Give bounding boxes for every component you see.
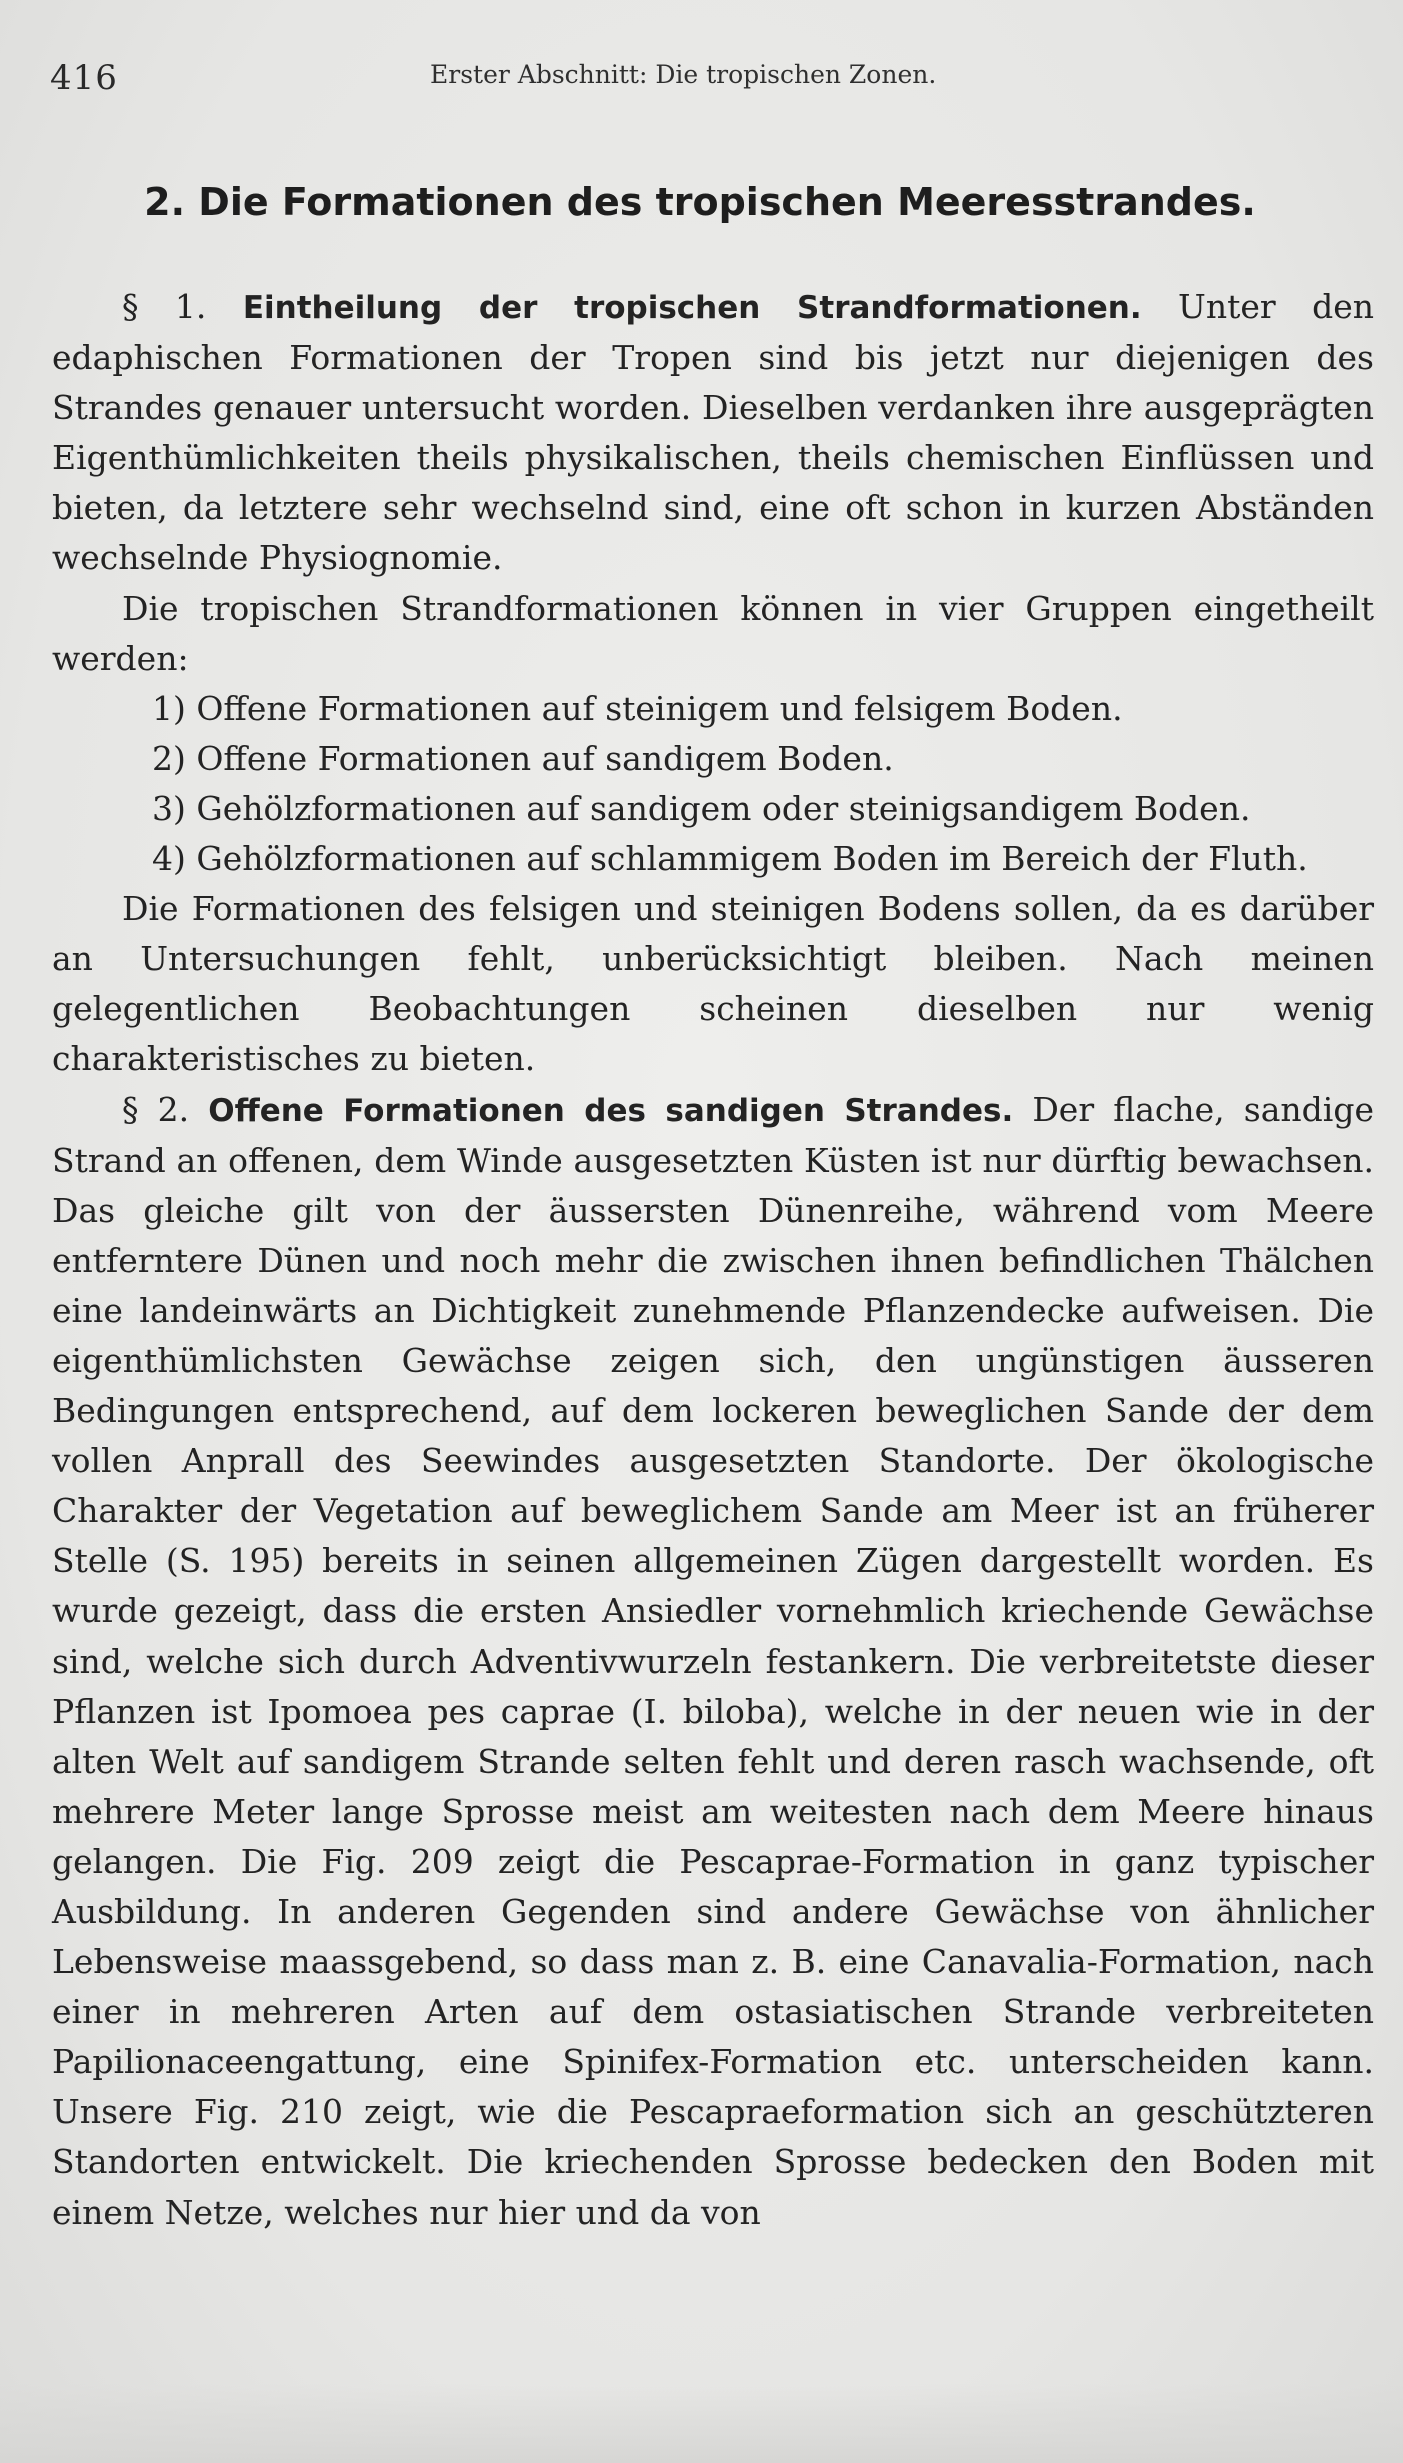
page-bottom-shadow	[0, 2383, 1403, 2463]
list-item-group-4: 4) Gehölzformationen auf schlammigem Boden im Bereich der Fluth.	[152, 839, 1308, 879]
running-title: Erster Abschnitt: Die tropischen Zonen.	[430, 60, 937, 89]
section-1-title: Eintheilung der tropischen Strandformationen.	[242, 290, 1142, 326]
running-head	[50, 52, 1360, 102]
section-2-mark: § 2.	[122, 1089, 190, 1129]
paragraph-section-1	[52, 282, 1374, 584]
section-1-mark: § 1.	[122, 287, 207, 326]
chapter-heading: 2. Die Formationen des tropischen Meeresstrandes.	[144, 180, 1256, 224]
section-1-text: Unter den edaphischen Formationen der Tropen sind bis jetzt nur diejenigen des Strandes genauer untersucht worden. Dieselben verdanken ihre ausgeprägten Eigenthümlichkeiten theils physikalischen, theils chemischen Einflüssen und bieten, da letztere sehr wechselnd sind, eine oft schon in kurzen Abständen wechselnde Physiognomie.	[52, 287, 1374, 578]
section-2-text: Der flache, sandige Strand an offenen, dem Winde ausgesetzten Küsten ist nur dürftig bewachsen. Das gleiche gilt von der äussersten Dünenreihe, während vom Meere entferntere Dünen und noch mehr die zwischen ihnen befindlichen Thälchen eine landeinwärts an Dichtigkeit zunehmende Pflanzendecke aufweisen. Die eigenthümlichsten Gewächse zeigen sich, den ungünstigen äusseren Bedingungen entsprechend, auf dem lockeren beweglichen Sande der dem vollen Anprall des Seewindes ausgesetzten Standorte. Der ökologische Charakter der Vegetation auf beweglichem Sande am Meer ist an früherer Stelle (S. 195) bereits in seinen allgemeinen Zügen dargestellt worden. Es wurde gezeigt, dass die ersten Ansiedler vornehmlich kriechende Gewächse sind, welche sich durch Adventivwurzeln festankern. Die verbreitetste dieser Pflanzen ist Ipomoea pes caprae (I. biloba), welche in der neuen wie in der alten Welt auf sandigem Strande selten fehlt und deren rasch wachsende, oft mehrere Meter lange Sprosse meist am weitesten nach dem Meere hinaus gelangen. Die Fig. 209 zeigt die Pescaprae-Formation in ganz typischer Ausbildung. In anderen Gegenden sind andere Gewächse von ähnlicher Lebensweise maassgebend, so dass man z. B. eine Canavalia-Formation, nach einer in mehreren Arten auf dem ostasiatischen Strande verbreiteten Papilionaceengattung, eine Spinifex-Formation etc. unterscheiden kann. Unsere Fig. 210 zeigt, wie die Pescapraeformation sich an geschützteren Standorten entwickelt. Die kriechenden Sprosse bedecken den Boden mit einem Netze, welches nur hier und da von	[52, 1089, 1374, 2232]
body-text	[52, 282, 1374, 2238]
paragraph-rocky-note: Die Formationen des felsigen und steinigen Bodens sollen, da es darüber an Untersuchungen fehlt, unberücksichtigt bleiben. Nach meinen gelegentlichen Beobachtungen scheinen dieselben nur wenig charakteristisches zu bieten.	[52, 889, 1374, 1079]
section-2-title: Offene Formationen des sandigen Strandes.	[208, 1092, 1014, 1129]
page-number: 416	[50, 58, 118, 98]
list-item-group-2: 2) Offene Formationen auf sandigem Boden.	[152, 738, 894, 778]
list-item-group-3: 3) Gehölzformationen auf sandigem oder steinigsandigem Boden.	[152, 788, 1251, 828]
paragraph-groups-intro: Die tropischen Strandformationen können in vier Gruppen eingetheilt werden:	[52, 588, 1374, 678]
list-item-group-1: 1) Offene Formationen auf steinigem und felsigem Boden.	[152, 688, 1123, 728]
paragraph-section-2	[52, 1085, 1374, 2238]
